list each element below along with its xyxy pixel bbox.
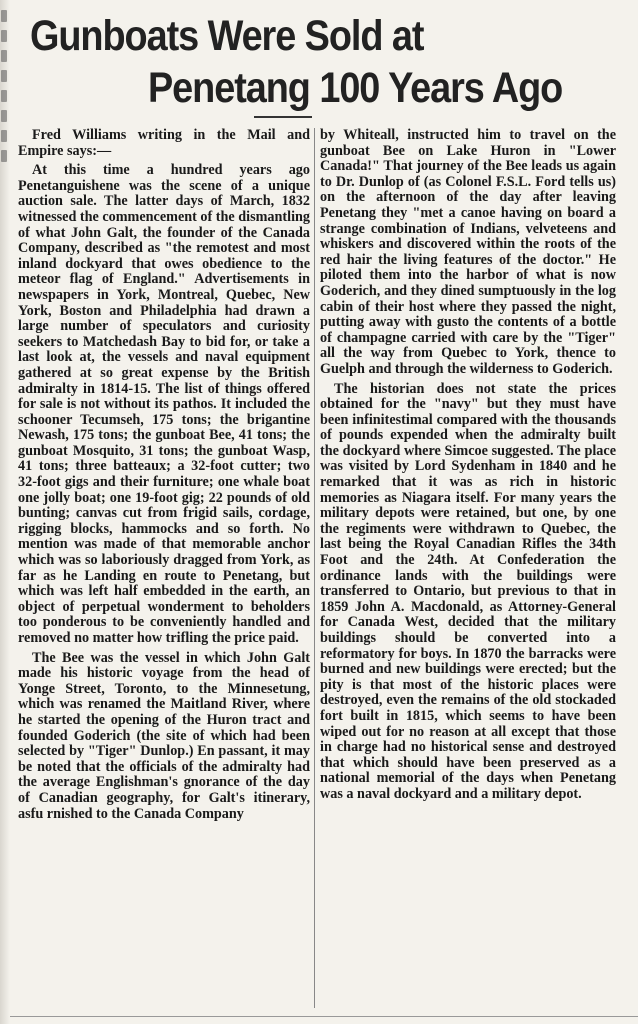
margin-fragment	[1, 110, 7, 122]
paragraph: The Bee was the vessel in which John Galt made his historic voyage from the head of Yonge Street, Toronto, to the Minnesetung, which was renamed the Maitland River, where he started the opening of the Huron tract and founded Goderich (the site of which had been selected by "Tiger" Dunlop.) En passant, it may be noted that the officials of the admiralty had the average Englishman's gnorance of the day of Canadian geography, for Galt's itinerary, asfu rnished to the Canada Company	[18, 649, 310, 822]
paragraph: The historian does not state the prices obtained for the "navy" but they must have been infinitestimal compared with the thousands of pounds expended when the admiralty built the dockyard where Simcoe suggested. The place was visited by Lord Sydenham in 1840 and he remarked that it was as rich in historic memories as Niagara itself. For many years the military depots were retained, but one, by one the regiments were withdrawn to Quebec, the last being the Royal Canadian Rifles the 34th Foot and the 24th. At Confederation the ordinance lands with the buildings were transferred to Ontario, but previous to that in 1859 John A. Macdonald, as Attorney-General for Canada West, decided that the military buildings should be converted into a reformatory for boys. In 1870 the barracks were burned and new buildings were erected; but the pity is that most of the historic places were destroyed, even the remains of the old stockaded fort built in 1815, which seems to have been wiped out for no reason at all except that those in charge had no historical sense and destroyed that which should have been preserved as a national memorial of the days when Penetang was a naval dockyard and a military depot.	[320, 380, 616, 802]
margin-fragment	[1, 150, 7, 162]
paragraph: by Whiteall, instructed him to travel on the gunboat Bee on Lake Huron in "Lower Canada!" That journey of the Bee leads us again to Dr. Dunlop of (as Colonel F.S.L. Ford tells us) on the afternoon of the day after leaving Penetang they "met a canoe having on board a strange combination of Indians, velveteens and whiskers and discovered within the roots of the red hair the living features of the doctor." He piloted them into the harbor of what is now Goderich, and they dined sumptuously in the log cabin of their host where they passed the night, putting away with gusto the contents of a bottle of champagne carried with care by the "Tiger" all the way from Quebec to York, thence to Guelph and through the wilderness to Goderich.	[320, 127, 616, 377]
headline-rule	[254, 116, 312, 118]
margin-fragment	[1, 70, 7, 82]
paragraph: At this time a hundred years ago Penetanguishene was the scene of a unique auction sale. The latter days of March, 1832 witnessed the commencement of the dismantling of what John Galt, the founder of the Canada Company, described as "the remotest and most inland dockyard that owes obedience to the meteor flag of England." Advertisements in newspapers in York, Montreal, Quebec, New York, Boston and Philadelphia had drawn a large number of speculators and curiosity seekers to Matchedash Bay to bid for, or take a last look at, the vessels and naval equipment gathered at so great expense by the British admiralty in 1814-15. The list of things offered for sale is not without its pathos. It included the schooner Tecumseh, 175 tons; the brigantine Newash, 175 tons; the gunboat Bee, 41 tons; the gunboat Mosquito, 31 tons; the gunboat Wasp, 41 tons; three batteaux; a 32-foot cutter; two 32-foot gigs and their furniture; one whale boat one jolly boat; one 19-foot gig; 22 pounds of old bunting; canvas cut from frigid sails, cordage, rigging blocks, hammocks and so forth. No mention was made of that memorable anchor which was so laboriously dragged from York, as far as he Landing en route to Penetang, but which was left half embedded in the earth, an object of perpetual wonderment to beholders too ponderous to be conveniently handled and removed no matter how trifling the price paid.	[18, 162, 310, 646]
paragraph: Fred Williams writing in the Mail and Empire says:—	[18, 127, 310, 159]
margin-fragment	[1, 130, 7, 142]
page-margin-strip	[0, 0, 10, 1024]
margin-fragment	[1, 90, 7, 102]
margin-fragment	[1, 30, 7, 42]
margin-fragment	[1, 50, 7, 62]
article-column-left	[18, 128, 310, 822]
margin-fragment	[1, 10, 7, 22]
headline-line-2: Penetang 100 Years Ago	[148, 64, 563, 112]
column-divider	[314, 128, 315, 1008]
headline-line-1: Gunboats Were Sold at	[30, 12, 424, 60]
article-column-right	[320, 128, 616, 803]
bottom-rule	[10, 1016, 638, 1017]
